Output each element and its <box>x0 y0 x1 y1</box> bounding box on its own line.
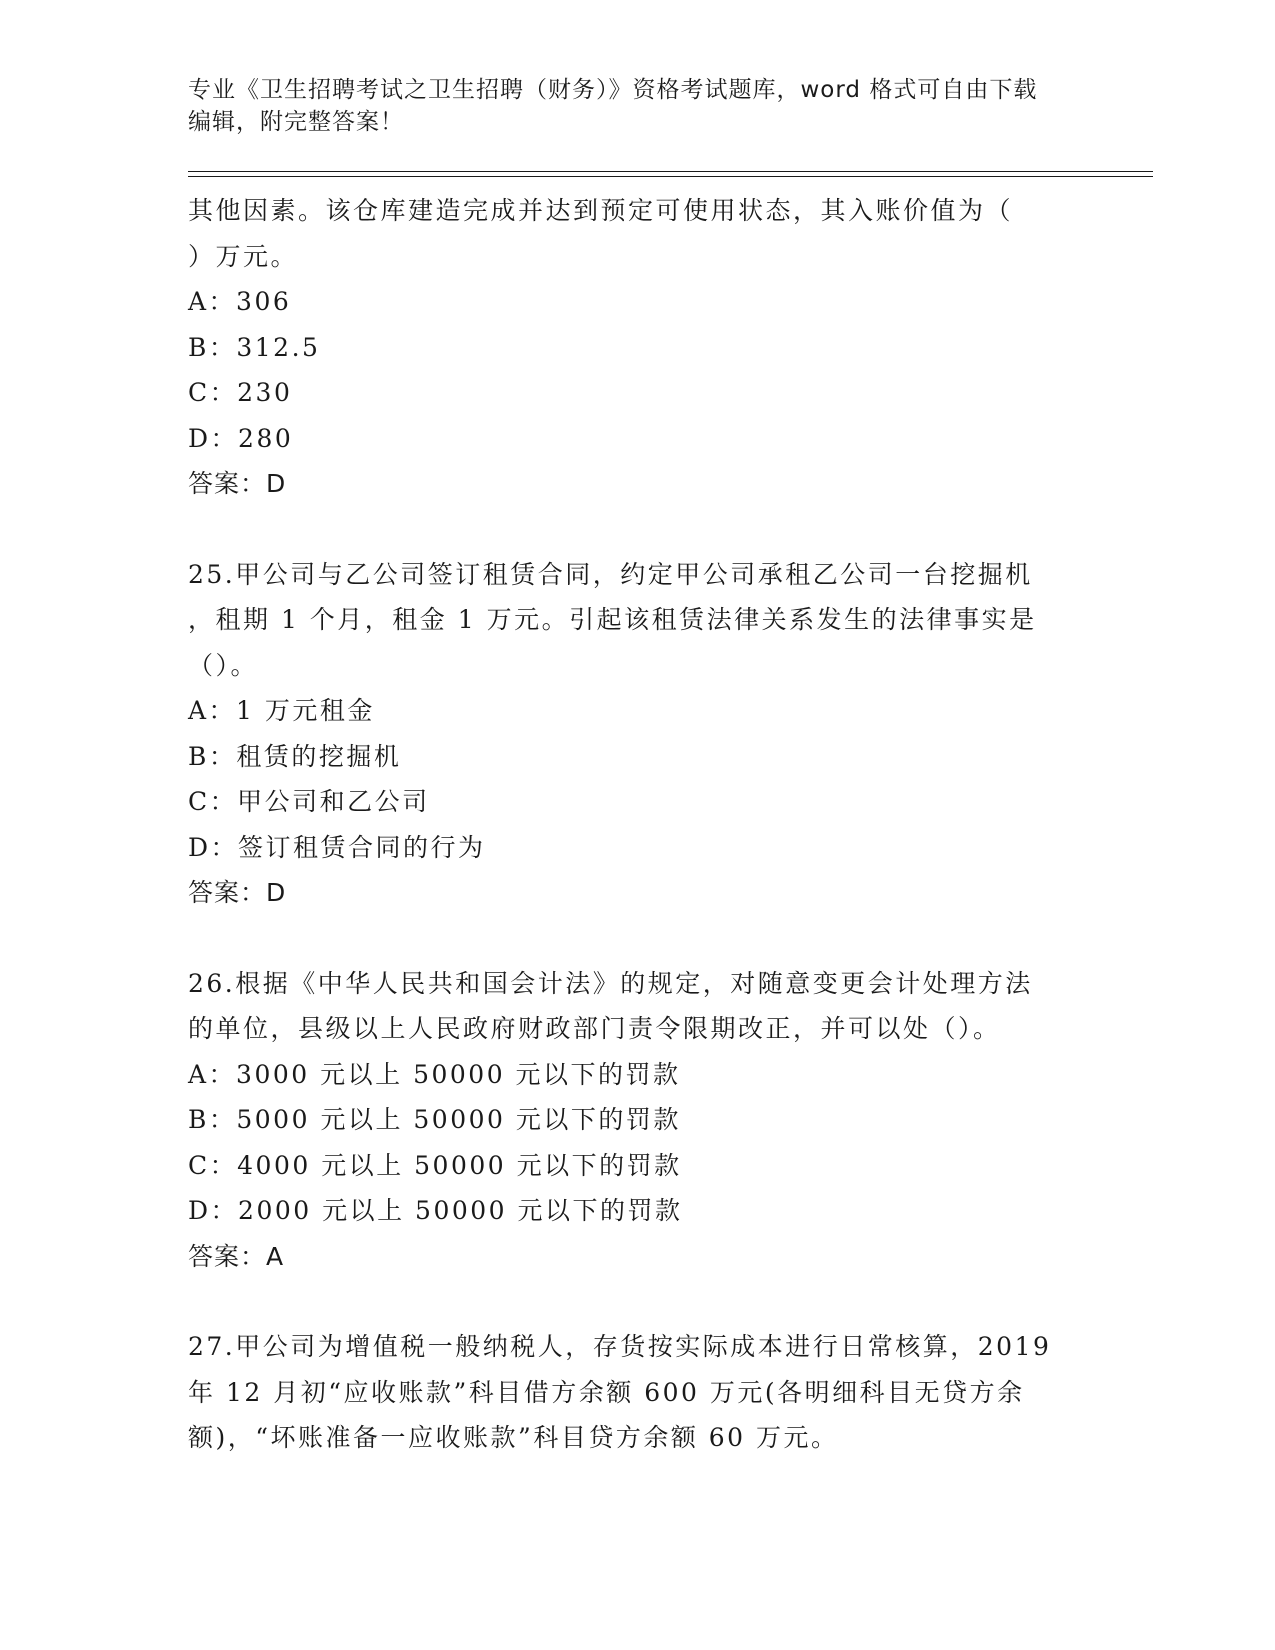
question-26-option-a: A：3000 元以上 50000 元以下的罚款 <box>188 1059 681 1089</box>
question-25 <box>188 552 1088 916</box>
question-25-answer: 答案：D <box>188 878 287 907</box>
question-27-text-line-3: 额)，“坏账准备一应收账款”科目贷方余额 60 万元。 <box>188 1423 839 1452</box>
question-27-text-line-1: 27.甲公司为增值税一般纳税人，存货按实际成本进行日常核算，2019 <box>188 1332 1052 1361</box>
question-27-text-line-2: 年 12 月初“应收账款”科目借方余额 600 万元(各明细科目无贷方余 <box>188 1377 1025 1407</box>
question-24-text-line-1: 其他因素。该仓库建造完成并达到预定可使用状态，其入账价值为（ <box>188 196 1014 225</box>
question-26 <box>188 961 1088 1280</box>
question-25-option-a: A：1 万元租金 <box>188 696 375 725</box>
question-25-option-c: C：甲公司和乙公司 <box>188 787 430 816</box>
question-spacer <box>188 507 1088 552</box>
header-divider-top <box>188 171 1153 172</box>
question-spacer <box>188 1279 1088 1324</box>
question-26-text-line-2: 的单位，县级以上人民政府财政部门责令限期改正，并可以处（）。 <box>188 1014 1001 1043</box>
question-26-text-line-1: 26.根据《中华人民共和国会计法》的规定，对随意变更会计处理方法 <box>188 968 1033 998</box>
question-25-option-d: D：签订租赁合同的行为 <box>188 832 486 862</box>
question-24-option-a: A：306 <box>188 287 292 316</box>
question-26-option-c: C：4000 元以上 50000 元以下的罚款 <box>188 1150 682 1180</box>
header-title-line-2: 编辑，附完整答案！ <box>188 109 404 135</box>
question-26-answer: 答案：A <box>188 1241 285 1271</box>
question-spacer <box>188 916 1088 961</box>
question-24 <box>188 188 1088 507</box>
question-26-option-d: D：2000 元以上 50000 元以下的罚款 <box>188 1196 683 1225</box>
question-25-text-line-1: 25.甲公司与乙公司签订租赁合同，约定甲公司承租乙公司一台挖掘机 <box>188 559 1033 589</box>
question-24-option-d: D：280 <box>188 423 294 453</box>
question-25-option-b: B：租赁的挖掘机 <box>188 741 402 771</box>
question-25-text-line-2: ，租期 1 个月，租金 1 万元。引起该租赁法律关系发生的法律事实是 <box>188 605 1037 634</box>
question-content <box>188 188 1088 1461</box>
question-24-answer: 答案：D <box>188 469 287 498</box>
question-24-option-b: B：312.5 <box>188 332 321 362</box>
question-24-text-line-2: ）万元。 <box>188 241 299 271</box>
header-title-line-1: 专业《卫生招聘考试之卫生招聘（财务）》资格考试题库，word 格式可自由下载 <box>188 77 1038 103</box>
question-25-text-line-3: （）。 <box>188 650 259 680</box>
question-26-option-b: B：5000 元以上 50000 元以下的罚款 <box>188 1105 681 1134</box>
question-27 <box>188 1324 1088 1461</box>
question-24-option-c: C：230 <box>188 378 293 407</box>
header-divider-bottom <box>188 176 1153 177</box>
document-header <box>188 74 1088 138</box>
